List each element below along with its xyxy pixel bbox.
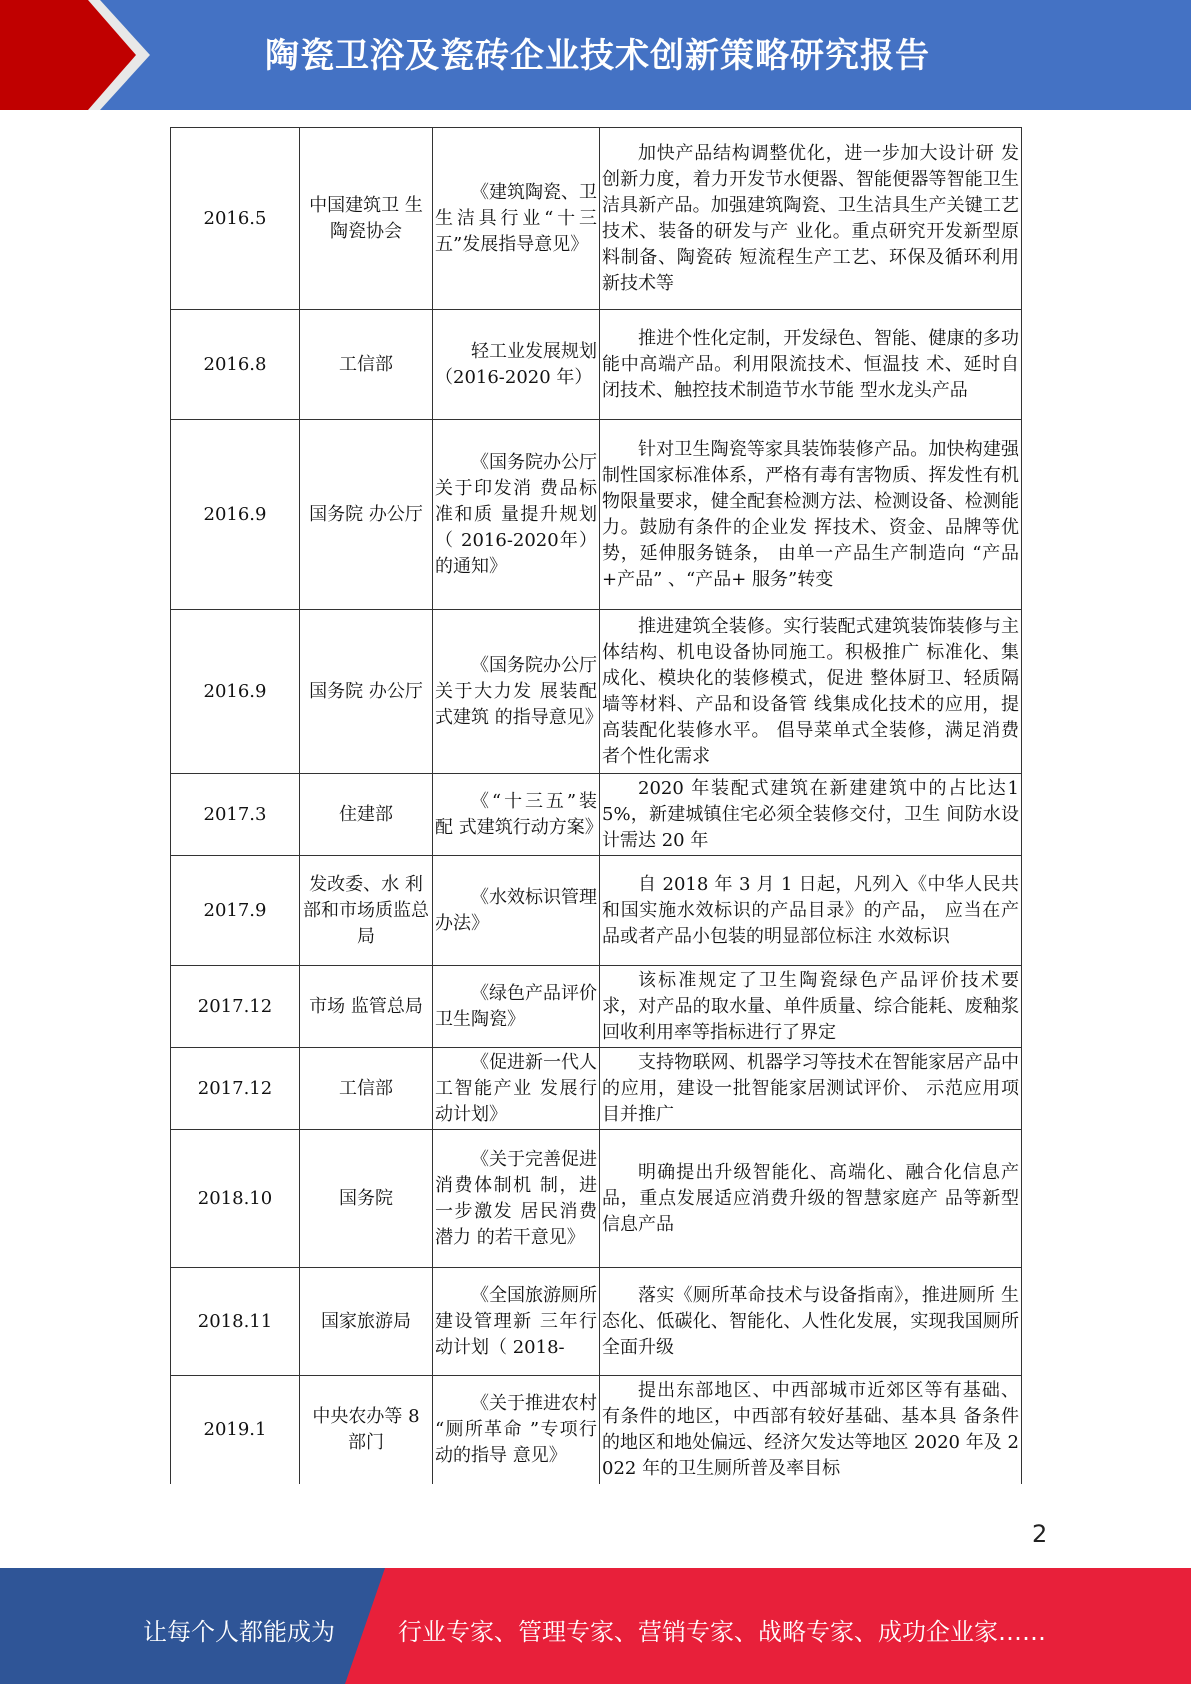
row-document: 《建筑陶瓷、卫 生洁具行业“十三五”发展指导意见》 xyxy=(433,128,600,310)
row-description: 加快产品结构调整优化，进一步加大设计研 发创新力度，着力开发节水便器、智能便器等智能卫生洁具新产品。加强建筑陶瓷、卫生洁具生产关键工艺技术、装备的研发与产 业化。重点研究开发新型原料制备、陶瓷砖 短流程生产工艺、环保及循环利用新技术等 xyxy=(600,128,1022,310)
row-description: 该标准规定了卫生陶瓷绿色产品评价技术要 求，对产品的取水量、单件质量、综合能耗、废釉浆回收利用率等指标进行了界定 xyxy=(600,966,1022,1048)
table-row xyxy=(171,128,1022,310)
row-department: 国务院 xyxy=(300,1130,433,1268)
row-document: 《国务院办公厅关于印发消 费品标准和质 量提升规划（ 2016-2020年） 的通知》 xyxy=(433,420,600,610)
table-row xyxy=(171,420,1022,610)
row-date: 2017.12 xyxy=(171,1048,300,1130)
row-department: 中国建筑卫 生陶瓷协会 xyxy=(300,128,433,310)
row-department: 市场 监管总局 xyxy=(300,966,433,1048)
row-department: 发改委、水 利部和市场质监总局 xyxy=(300,856,433,966)
row-description: 2020 年装配式建筑在新建建筑中的占比达15%，新建城镇住宅必须全装修交付，卫生 间防水设计需达 20 年 xyxy=(600,774,1022,856)
row-description: 提出东部地区、中西部城市近郊区等有基础、 有条件的地区，中西部有较好基础、基本具 备条件的地区和地处偏远、经济欠发达等地区 2020 年及 2022 年的卫生厕所普及率目标 xyxy=(600,1376,1022,1484)
table-row xyxy=(171,310,1022,420)
table-row xyxy=(171,1048,1022,1130)
policy-table xyxy=(170,127,1022,1484)
row-date: 2016.9 xyxy=(171,610,300,774)
row-date: 2017.12 xyxy=(171,966,300,1048)
row-document: 《全国旅游厕所建设管理新 三年行动计划（ 2018- xyxy=(433,1268,600,1376)
table-row xyxy=(171,1376,1022,1484)
table-row xyxy=(171,774,1022,856)
row-department: 国家旅游局 xyxy=(300,1268,433,1376)
row-document: 《关于推进农村 “厕所革命 ”专项行动的指导 意见》 xyxy=(433,1376,600,1484)
row-date: 2018.10 xyxy=(171,1130,300,1268)
row-document: 《水效标识管理办法》 xyxy=(433,856,600,966)
row-description: 推进个性化定制，开发绿色、智能、健康的多功能中高端产品。利用限流技术、恒温技 术、延时自闭技术、触控技术制造节水节能 型水龙头产品 xyxy=(600,310,1022,420)
row-document: 《“十三五”装配 式建筑行动方案》 xyxy=(433,774,600,856)
row-date: 2018.11 xyxy=(171,1268,300,1376)
row-date: 2017.3 xyxy=(171,774,300,856)
row-date: 2019.1 xyxy=(171,1376,300,1484)
table-row xyxy=(171,856,1022,966)
table-row xyxy=(171,966,1022,1048)
table-row xyxy=(171,610,1022,774)
row-description: 落实《厕所革命技术与设备指南》，推进厕所 生态化、低碳化、智能化、人性化发展，实现我国厕所全面升级 xyxy=(600,1268,1022,1376)
row-date: 2016.5 xyxy=(171,128,300,310)
row-date: 2016.9 xyxy=(171,420,300,610)
row-department: 国务院 办公厅 xyxy=(300,420,433,610)
footer-slogan-right: 行业专家、管理专家、营销专家、战略专家、成功企业家…… xyxy=(398,1618,1046,1646)
table-row xyxy=(171,1130,1022,1268)
footer-banner xyxy=(0,1568,1191,1684)
report-title: 陶瓷卫浴及瓷砖企业技术创新策略研究报告 xyxy=(265,36,930,76)
row-description: 明确提出升级智能化、高端化、融合化信息产品，重点发展适应消费升级的智慧家庭产 品等新型信息产品 xyxy=(600,1130,1022,1268)
row-document: 轻工业发展规划（2016-2020 年） xyxy=(433,310,600,420)
page-number: 2 xyxy=(1032,1520,1048,1548)
table-row xyxy=(171,1268,1022,1376)
row-description: 支持物联网、机器学习等技术在智能家居产品中的应用，建设一批智能家居测试评价、 示范应用项目并推广 xyxy=(600,1048,1022,1130)
row-document: 《关于完善促进消费体制机 制，进一步激发 居民消费潜力 的若干意见》 xyxy=(433,1130,600,1268)
row-department: 国务院 办公厅 xyxy=(300,610,433,774)
footer-slogan-left: 让每个人都能成为 xyxy=(143,1618,335,1646)
report-header xyxy=(0,0,1191,110)
row-department: 工信部 xyxy=(300,1048,433,1130)
row-department: 工信部 xyxy=(300,310,433,420)
row-document: 《绿色产品评价卫生陶瓷》 xyxy=(433,966,600,1048)
row-document: 《促进新一代人工智能产业 发展行动计划》 xyxy=(433,1048,600,1130)
row-description: 自 2018 年 3 月 1 日起，凡列入《中华人民共和国实施水效标识的产品目录》的产品， 应当在产品或者产品小包装的明显部位标注 水效标识 xyxy=(600,856,1022,966)
row-date: 2017.9 xyxy=(171,856,300,966)
row-date: 2016.8 xyxy=(171,310,300,420)
row-document: 《国务院办公厅关于大力发 展装配式建筑 的指导意见》 xyxy=(433,610,600,774)
row-department: 中央农办等 8 部门 xyxy=(300,1376,433,1484)
row-description: 推进建筑全装修。实行装配式建筑装饰装修与主体结构、机电设备协同施工。积极推广 标准化、集成化、模块化的装修模式，促进 整体厨卫、轻质隔墙等材料、产品和设备管 线集成化技术的应用，提高装配化装修水平。 倡导菜单式全装修，满足消费者个性化需求 xyxy=(600,610,1022,774)
row-description: 针对卫生陶瓷等家具装饰装修产品。加快构建强制性国家标准体系，严格有毒有害物质、挥发性有机物限量要求，健全配套检测方法、检测设备、检测能力。鼓励有条件的企业发 挥技术、资金、品牌等优势，延伸服务链条， 由单一产品生产制造向 “产品+产品” 、“产品+ 服务”转变 xyxy=(600,420,1022,610)
row-department: 住建部 xyxy=(300,774,433,856)
